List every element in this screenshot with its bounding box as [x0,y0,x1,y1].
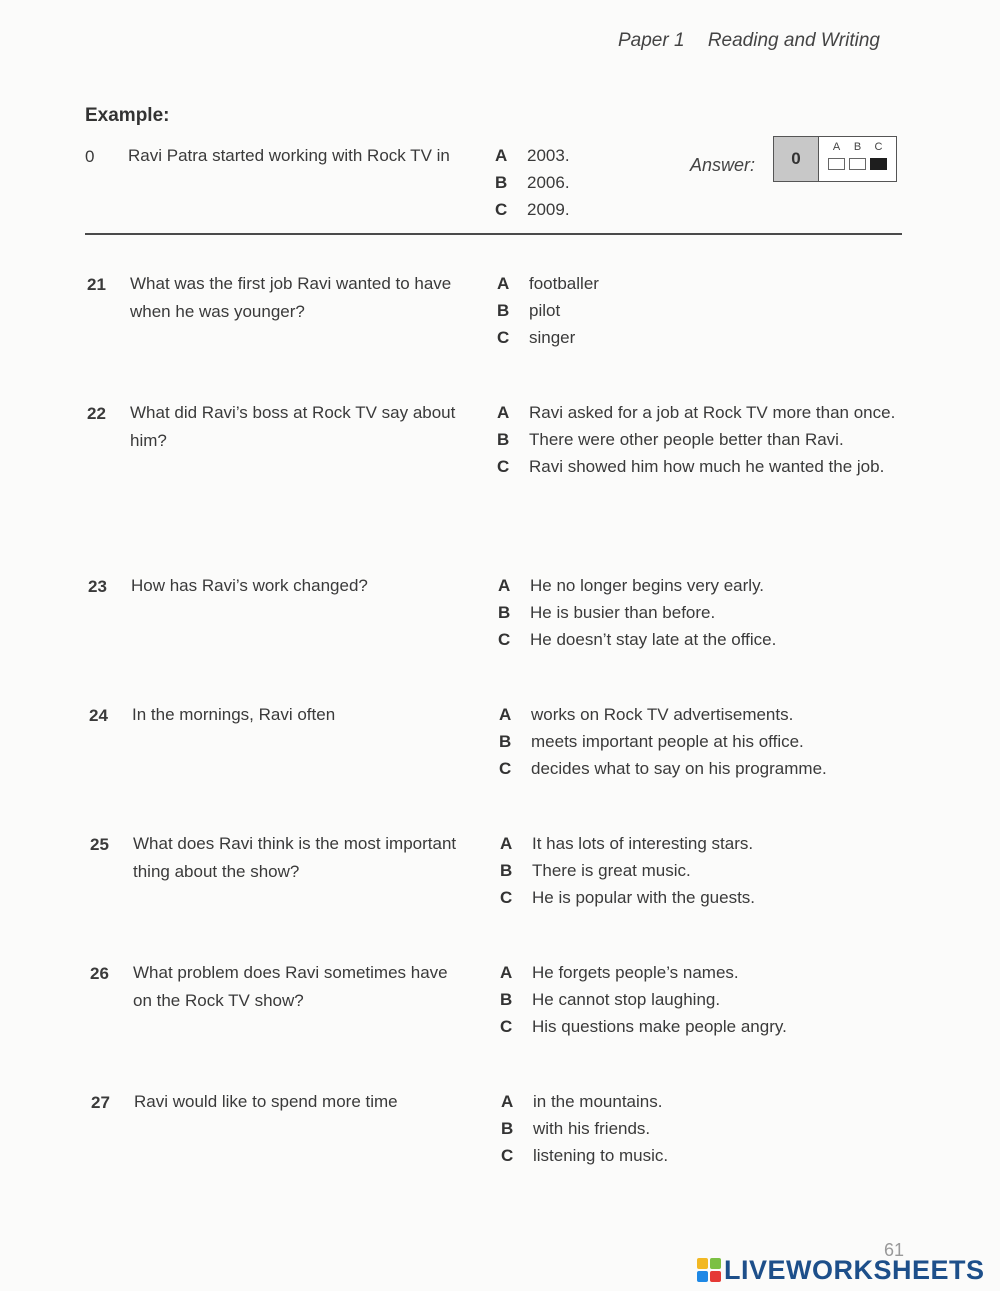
options-list [500,830,900,911]
option-a[interactable] [501,1088,901,1115]
option-a[interactable] [500,959,900,986]
option-letter: A [500,834,513,853]
option-text: pilot [529,301,561,320]
option-letter: B [501,1119,514,1138]
option-text: He forgets people’s names. [532,963,739,982]
answer-box-number: 0 [774,137,819,181]
option-text: listening to music. [533,1146,669,1165]
option-c[interactable] [501,1142,901,1169]
option-b[interactable] [498,599,898,626]
option-text: He no longer begins very early. [530,576,765,595]
option-letter: A [501,1092,514,1111]
option-text: He doesn’t stay late at the office. [530,630,777,649]
option-text: Ravi asked for a job at Rock TV more than once. [529,403,896,422]
question-stem: Ravi would like to spend more time [134,1092,398,1111]
option-a[interactable] [499,701,899,728]
option-c[interactable] [500,1013,900,1040]
option-letter: A [497,274,510,293]
option-c[interactable] [497,453,897,480]
option-text: It has lots of interesting stars. [532,834,754,853]
option-letter: B [497,301,510,320]
option-c[interactable] [497,324,897,351]
liveworksheets-watermark [697,1255,985,1285]
question-stem: What does Ravi think is the most important thing about the show? [133,834,457,881]
question-stem: What was the first job Ravi wanted to have when he was younger? [130,274,452,321]
option-b[interactable] [500,857,900,884]
answer-square-filled [870,158,887,170]
option-text: with his friends. [533,1119,651,1138]
section-label: Reading and Writing [707,30,880,51]
answer-label: Answer: [690,155,756,175]
answer-cell-c [870,141,887,181]
option-text: He is popular with the guests. [532,888,756,907]
option-c[interactable] [498,626,898,653]
option-text: meets important people at his office. [531,732,804,751]
option-text: 2009. [527,200,570,219]
answer-cell-letter: C [874,141,883,153]
option-text: 2003. [527,146,570,165]
question-number: 27 [91,1093,110,1112]
option-b[interactable] [501,1115,901,1142]
option-text: There were other people better than Ravi. [529,430,844,449]
options-list [501,1088,901,1169]
option-letter: C [500,888,513,907]
paper-label: Paper 1 [618,30,685,51]
option-text: Ravi showed him how much he wanted the job. [529,457,885,476]
option-text: He cannot stop laughing. [532,990,721,1009]
question-number: 0 [85,147,95,166]
option-text: singer [529,328,576,347]
option-letter: C [497,457,510,476]
option-b[interactable] [497,297,897,324]
answer-cell-letter: B [853,141,862,153]
option-text: works on Rock TV advertisements. [531,705,794,724]
option-letter: C [501,1146,514,1165]
option-text: footballer [529,274,599,293]
watermark-text: LIVEWORKSHEETS [724,1255,985,1285]
option-text: decides what to say on his programme. [531,759,827,778]
option-letter: A [498,576,511,595]
options-list [497,399,897,480]
option-b[interactable] [499,728,899,755]
option-letter: C [497,328,510,347]
question-number: 24 [89,706,108,725]
option-letter: A [497,403,510,422]
options-list [500,959,900,1040]
option-text: His questions make people angry. [532,1017,787,1036]
option-letter: A [499,705,512,724]
question-number: 26 [90,964,109,983]
liveworksheets-logo-icon [697,1258,721,1282]
option-letter: A [500,963,513,982]
page-header [618,30,880,52]
option-letter: B [500,861,513,880]
answer-cell-b [849,141,866,181]
option-text: 2006. [527,173,570,192]
option-c[interactable] [499,755,899,782]
answer-cell-letter: A [832,141,841,153]
option-text: in the mountains. [533,1092,663,1111]
example-heading: Example: [85,105,170,126]
option-letter: B [500,990,513,1009]
question-number: 25 [90,835,109,854]
question-stem: In the mornings, Ravi often [132,705,336,724]
option-letter: B [499,732,512,751]
options-list [498,572,898,653]
option-a[interactable] [498,572,898,599]
question-number: 21 [87,275,106,294]
option-letter: B [495,173,508,192]
option-c [495,196,895,223]
question-number: 23 [88,577,107,596]
example-answer-box [773,136,897,182]
option-letter: C [498,630,511,649]
option-b[interactable] [500,986,900,1013]
option-b[interactable] [497,426,897,453]
question-stem: Ravi Patra started working with Rock TV in [128,146,450,165]
option-a[interactable] [497,270,897,297]
option-c[interactable] [500,884,900,911]
question-stem: What problem does Ravi sometimes have on the Rock TV show? [133,963,448,1010]
page-number: 61 [884,1240,905,1260]
option-text: There is great music. [532,861,691,880]
option-letter: C [499,759,512,778]
answer-cell-a [828,141,845,181]
answer-square [828,158,845,170]
option-a[interactable] [500,830,900,857]
question-number: 22 [87,404,106,423]
options-list [499,701,899,782]
answer-square [849,158,866,170]
answer-box-grid [819,137,896,181]
options-list [497,270,897,351]
option-text: He is busier than before. [530,603,716,622]
option-letter: A [495,146,508,165]
section-divider [85,233,902,235]
option-letter: B [497,430,510,449]
option-letter: C [495,200,508,219]
question-stem: How has Ravi’s work changed? [131,576,368,595]
option-letter: B [498,603,511,622]
question-stem: What did Ravi’s boss at Rock TV say about him? [130,403,456,450]
option-a[interactable] [497,399,897,426]
option-letter: C [500,1017,513,1036]
